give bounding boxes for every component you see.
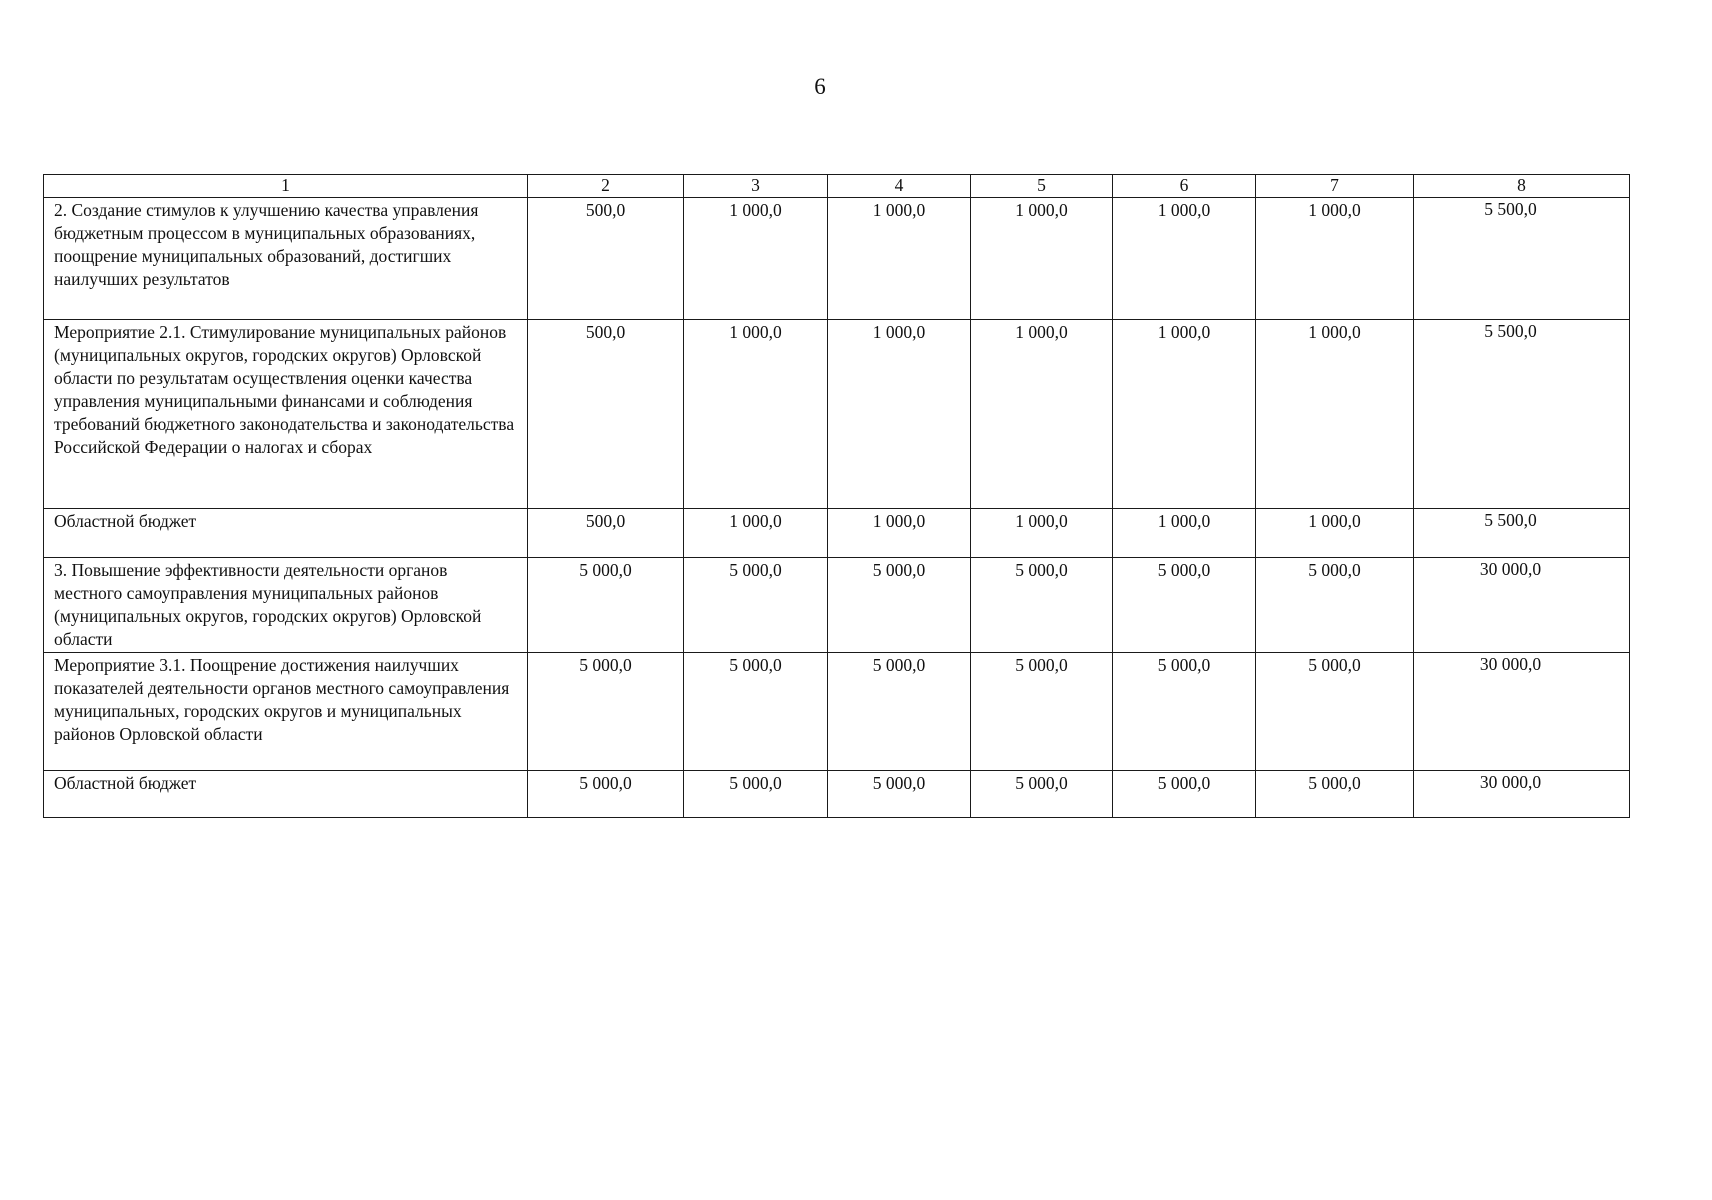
column-number: 4: [828, 175, 971, 198]
value-cell: 5 000,0: [684, 771, 828, 818]
column-number: 3: [684, 175, 828, 198]
value-cell: 1 000,0: [1256, 198, 1414, 320]
value-cell: 5 000,0: [828, 558, 971, 653]
value-cell: 5 000,0: [828, 771, 971, 818]
value-cell: 500,0: [528, 198, 684, 320]
total-cell: 30 000,0: [1414, 558, 1630, 653]
column-number-row: [44, 175, 1630, 198]
table-row: [44, 509, 1630, 558]
value-cell: 5 000,0: [971, 771, 1113, 818]
value-cell: 5 000,0: [1256, 653, 1414, 771]
total-cell: 5 500,0: [1414, 320, 1630, 509]
total-cell: 5 500,0: [1414, 509, 1630, 558]
value-cell: 5 000,0: [971, 558, 1113, 653]
value-cell: 5 000,0: [1113, 558, 1256, 653]
table-row: [44, 320, 1630, 509]
row-label: 3. Повышение эффективности деятельности органов местного самоуправления муниципальных районов (муниципальных округов, городских округов) Орловской области: [44, 558, 528, 653]
total-cell: 30 000,0: [1414, 653, 1630, 771]
value-cell: 1 000,0: [1113, 198, 1256, 320]
row-label: Мероприятие 2.1. Стимулирование муниципальных районов (муниципальных округов, городских округов) Орловской области по результатам осуществления оценки качества управления муниципальными финансами и соблюдения требований бюджетного законодательства и законодательства Российской Федерации о налогах и сборах: [44, 320, 528, 509]
value-cell: 1 000,0: [828, 320, 971, 509]
value-cell: 5 000,0: [684, 558, 828, 653]
value-cell: 1 000,0: [684, 320, 828, 509]
row-label: Мероприятие 3.1. Поощрение достижения наилучших показателей деятельности органов местного самоуправления муниципальных, городских округов и муниципальных районов Орловской области: [44, 653, 528, 771]
row-label: Областной бюджет: [44, 771, 528, 818]
value-cell: 1 000,0: [971, 198, 1113, 320]
value-cell: 1 000,0: [684, 509, 828, 558]
column-number: 1: [44, 175, 528, 198]
value-cell: 1 000,0: [971, 320, 1113, 509]
value-cell: 5 000,0: [528, 653, 684, 771]
value-cell: 1 000,0: [971, 509, 1113, 558]
total-cell: 30 000,0: [1414, 771, 1630, 818]
value-cell: 5 000,0: [684, 653, 828, 771]
value-cell: 1 000,0: [1256, 320, 1414, 509]
page-number: 6: [814, 74, 826, 99]
value-cell: 1 000,0: [684, 198, 828, 320]
value-cell: 1 000,0: [1113, 509, 1256, 558]
value-cell: 5 000,0: [528, 558, 684, 653]
table-row: [44, 558, 1630, 653]
value-cell: 5 000,0: [1256, 558, 1414, 653]
value-cell: 500,0: [528, 320, 684, 509]
column-number: 7: [1256, 175, 1414, 198]
value-cell: 1 000,0: [1113, 320, 1256, 509]
budget-table: [43, 174, 1630, 818]
row-label: 2. Создание стимулов к улучшению качества управления бюджетным процессом в муниципальных образованиях, поощрение муниципальных образований, достигших наилучших результатов: [44, 198, 528, 320]
value-cell: 1 000,0: [828, 198, 971, 320]
table-row: [44, 198, 1630, 320]
column-number: 2: [528, 175, 684, 198]
table-row: [44, 653, 1630, 771]
table-row: [44, 771, 1630, 818]
value-cell: 5 000,0: [528, 771, 684, 818]
column-number: 5: [971, 175, 1113, 198]
value-cell: 5 000,0: [828, 653, 971, 771]
value-cell: 1 000,0: [1256, 509, 1414, 558]
value-cell: 5 000,0: [1256, 771, 1414, 818]
value-cell: 5 000,0: [1113, 653, 1256, 771]
value-cell: 500,0: [528, 509, 684, 558]
value-cell: 5 000,0: [971, 653, 1113, 771]
value-cell: 5 000,0: [1113, 771, 1256, 818]
column-number: 6: [1113, 175, 1256, 198]
column-number: 8: [1414, 175, 1630, 198]
total-cell: 5 500,0: [1414, 198, 1630, 320]
row-label: Областной бюджет: [44, 509, 528, 558]
value-cell: 1 000,0: [828, 509, 971, 558]
